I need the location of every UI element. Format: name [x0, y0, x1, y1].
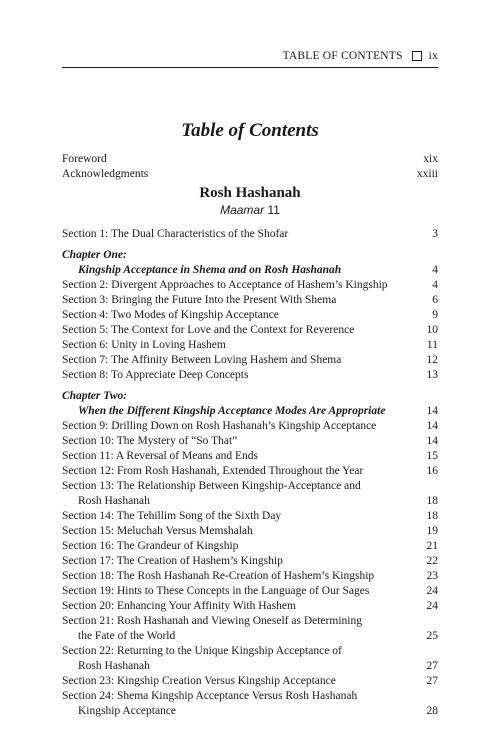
toc-entry [62, 293, 438, 308]
toc-entry-continuation [62, 629, 438, 644]
toc-entry-title: Section 4: Two Modes of Kingship Acceptance [62, 309, 279, 321]
toc-entry-title-continued: Rosh Hashanah [78, 660, 150, 672]
toc-entry [62, 464, 438, 479]
toc-entry [62, 569, 438, 584]
toc-entry-page: 24 [426, 600, 438, 612]
toc-entry-title: Section 10: The Mystery of “So That” [62, 435, 238, 447]
toc-entry-page: 3 [432, 228, 438, 240]
toc-entry-page: 11 [426, 339, 438, 351]
toc-entry-continuation [62, 659, 438, 674]
toc-entry [62, 368, 438, 383]
part-title: Rosh Hashanah [199, 185, 301, 201]
toc-entry-title: Section 19: Hints to These Concepts in the Language of Our Sages [62, 585, 370, 597]
toc-list [62, 152, 438, 719]
toc-entry [62, 434, 438, 449]
toc-entry-title: Section 24: Shema Kingship Acceptance Versus Rosh Hashanah [62, 690, 358, 702]
toc-entry-continuation [62, 494, 438, 509]
toc-entry-foreword [62, 152, 438, 167]
toc-entry-page: 9 [432, 309, 438, 321]
chapter-two-subtitle: When the Different Kingship Acceptance Modes Are Appropriate [78, 405, 386, 417]
toc-entry [62, 539, 438, 554]
toc-entry [62, 554, 438, 569]
toc-entry-title: Section 2: Divergent Approaches to Acceptance of Hashem’s Kingship [62, 279, 388, 291]
toc-entry-page: 21 [426, 540, 438, 552]
toc-entry [62, 599, 438, 614]
toc-entry-title-continued: the Fate of the World [78, 630, 176, 642]
toc-entry [62, 584, 438, 599]
toc-entry-acknowledgments [62, 167, 438, 182]
toc-entry-page: 18 [426, 510, 438, 522]
toc-entry-title: Section 3: Bringing the Future Into the Present With Shema [62, 294, 337, 306]
toc-entry-title: Section 7: The Affinity Between Loving Hashem and Shema [62, 354, 342, 366]
toc-entry-page: 14 [426, 435, 438, 447]
toc-entry-title: Section 18: The Rosh Hashanah Re-Creation of Hashem’s Kingship [62, 570, 375, 582]
toc-entry-title: Section 6: Unity in Loving Hashem [62, 339, 226, 351]
toc-entry-title: Section 14: The Tehillim Song of the Sixth Day [62, 510, 282, 522]
toc-entry-page: 23 [426, 570, 438, 582]
toc-entry-page: 16 [426, 465, 438, 477]
toc-entry-page: xix [423, 153, 438, 165]
toc-entry-title: Acknowledgments [62, 168, 149, 180]
toc-entry [62, 644, 438, 659]
toc-entry-page: 14 [426, 420, 438, 432]
toc-entry-page: 4 [432, 264, 438, 276]
toc-entry-title: Section 12: From Rosh Hashanah, Extended Throughout the Year [62, 465, 364, 477]
header-page-number: ix [428, 50, 438, 62]
toc-entry [62, 338, 438, 353]
toc-entry-page: 19 [426, 525, 438, 537]
toc-entry [62, 449, 438, 464]
chapter-two-label: Chapter Two: [62, 390, 128, 402]
part-subtitle-number: 11 [267, 203, 280, 217]
toc-entry-title: Foreword [62, 153, 107, 165]
chapter-one-subtitle-row [62, 263, 438, 278]
toc-entry-page: 6 [432, 294, 438, 306]
part-subtitle-word: Maamar [220, 203, 265, 217]
toc-entry [62, 614, 438, 629]
toc-entry-page: 25 [426, 630, 438, 642]
header-rule [62, 67, 438, 68]
toc-entry-title: Section 5: The Context for Love and the Context for Reverence [62, 324, 355, 336]
toc-entry-title: Section 23: Kingship Creation Versus Kingship Acceptance [62, 675, 336, 687]
toc-entry [62, 323, 438, 338]
toc-entry-title-continued: Kingship Acceptance [78, 705, 177, 717]
toc-entry-title: Section 8: To Appreciate Deep Concepts [62, 369, 249, 381]
toc-entry-title: Section 20: Enhancing Your Affinity With Hashem [62, 600, 296, 612]
toc-entry-page: 14 [426, 405, 438, 417]
chapter-one-subtitle: Kingship Acceptance in Shema and on Rosh Hashanah [78, 264, 342, 276]
toc-entry-page: 18 [426, 495, 438, 507]
toc-entry-page: 22 [426, 555, 438, 567]
toc-entry-page: xxiii [416, 168, 438, 180]
chapter-two-subtitle-row [62, 404, 438, 419]
toc-entry-title: Section 1: The Dual Characteristics of the Shofar [62, 228, 289, 240]
toc-entry-title: Section 22: Returning to the Unique Kingship Acceptance of [62, 645, 342, 657]
toc-entry-title: Section 16: The Grandeur of Kingship [62, 540, 239, 552]
chapter-one-sections [62, 278, 438, 383]
toc-entry-page: 28 [426, 705, 438, 717]
toc-entry-page: 13 [426, 369, 438, 381]
toc-entry-page: 15 [426, 450, 438, 462]
toc-entry [62, 419, 438, 434]
toc-entry [62, 278, 438, 293]
toc-entry-title-continued: Rosh Hashanah [78, 495, 150, 507]
square-ornament-icon [412, 51, 422, 61]
toc-entry [62, 308, 438, 323]
chapter-two-sections [62, 419, 438, 719]
toc-entry [62, 524, 438, 539]
chapter-one-label: Chapter One: [62, 249, 127, 261]
toc-entry-page: 12 [426, 354, 438, 366]
toc-entry-title: Section 9: Drilling Down on Rosh Hashanah’s Kingship Acceptance [62, 420, 377, 432]
toc-entry-title: Section 15: Meluchah Versus Memshalah [62, 525, 253, 537]
toc-entry [62, 353, 438, 368]
toc-entry-title: Section 17: The Creation of Hashem’s Kingship [62, 555, 283, 567]
toc-entry-page: 10 [426, 324, 438, 336]
toc-entry-title: Section 13: The Relationship Between Kingship-Acceptance and [62, 480, 361, 492]
toc-entry [62, 674, 438, 689]
part-subtitle [62, 202, 438, 218]
toc-entry [62, 479, 438, 494]
toc-entry-page: 24 [426, 585, 438, 597]
header-label: TABLE OF CONTENTS [282, 50, 403, 62]
toc-entry-page: 4 [432, 279, 438, 291]
toc-entry-title: Section 21: Rosh Hashanah and Viewing Oneself as Determining [62, 615, 362, 627]
page-title: Table of Contents [181, 120, 319, 141]
toc-entry-page: 27 [426, 660, 438, 672]
running-header [62, 50, 438, 62]
toc-entry-page: 27 [426, 675, 438, 687]
toc-entry-section-1 [62, 227, 438, 242]
toc-entry [62, 689, 438, 704]
toc-entry [62, 509, 438, 524]
toc-entry-continuation [62, 704, 438, 719]
toc-entry-title: Section 11: A Reversal of Means and Ends [62, 450, 258, 462]
